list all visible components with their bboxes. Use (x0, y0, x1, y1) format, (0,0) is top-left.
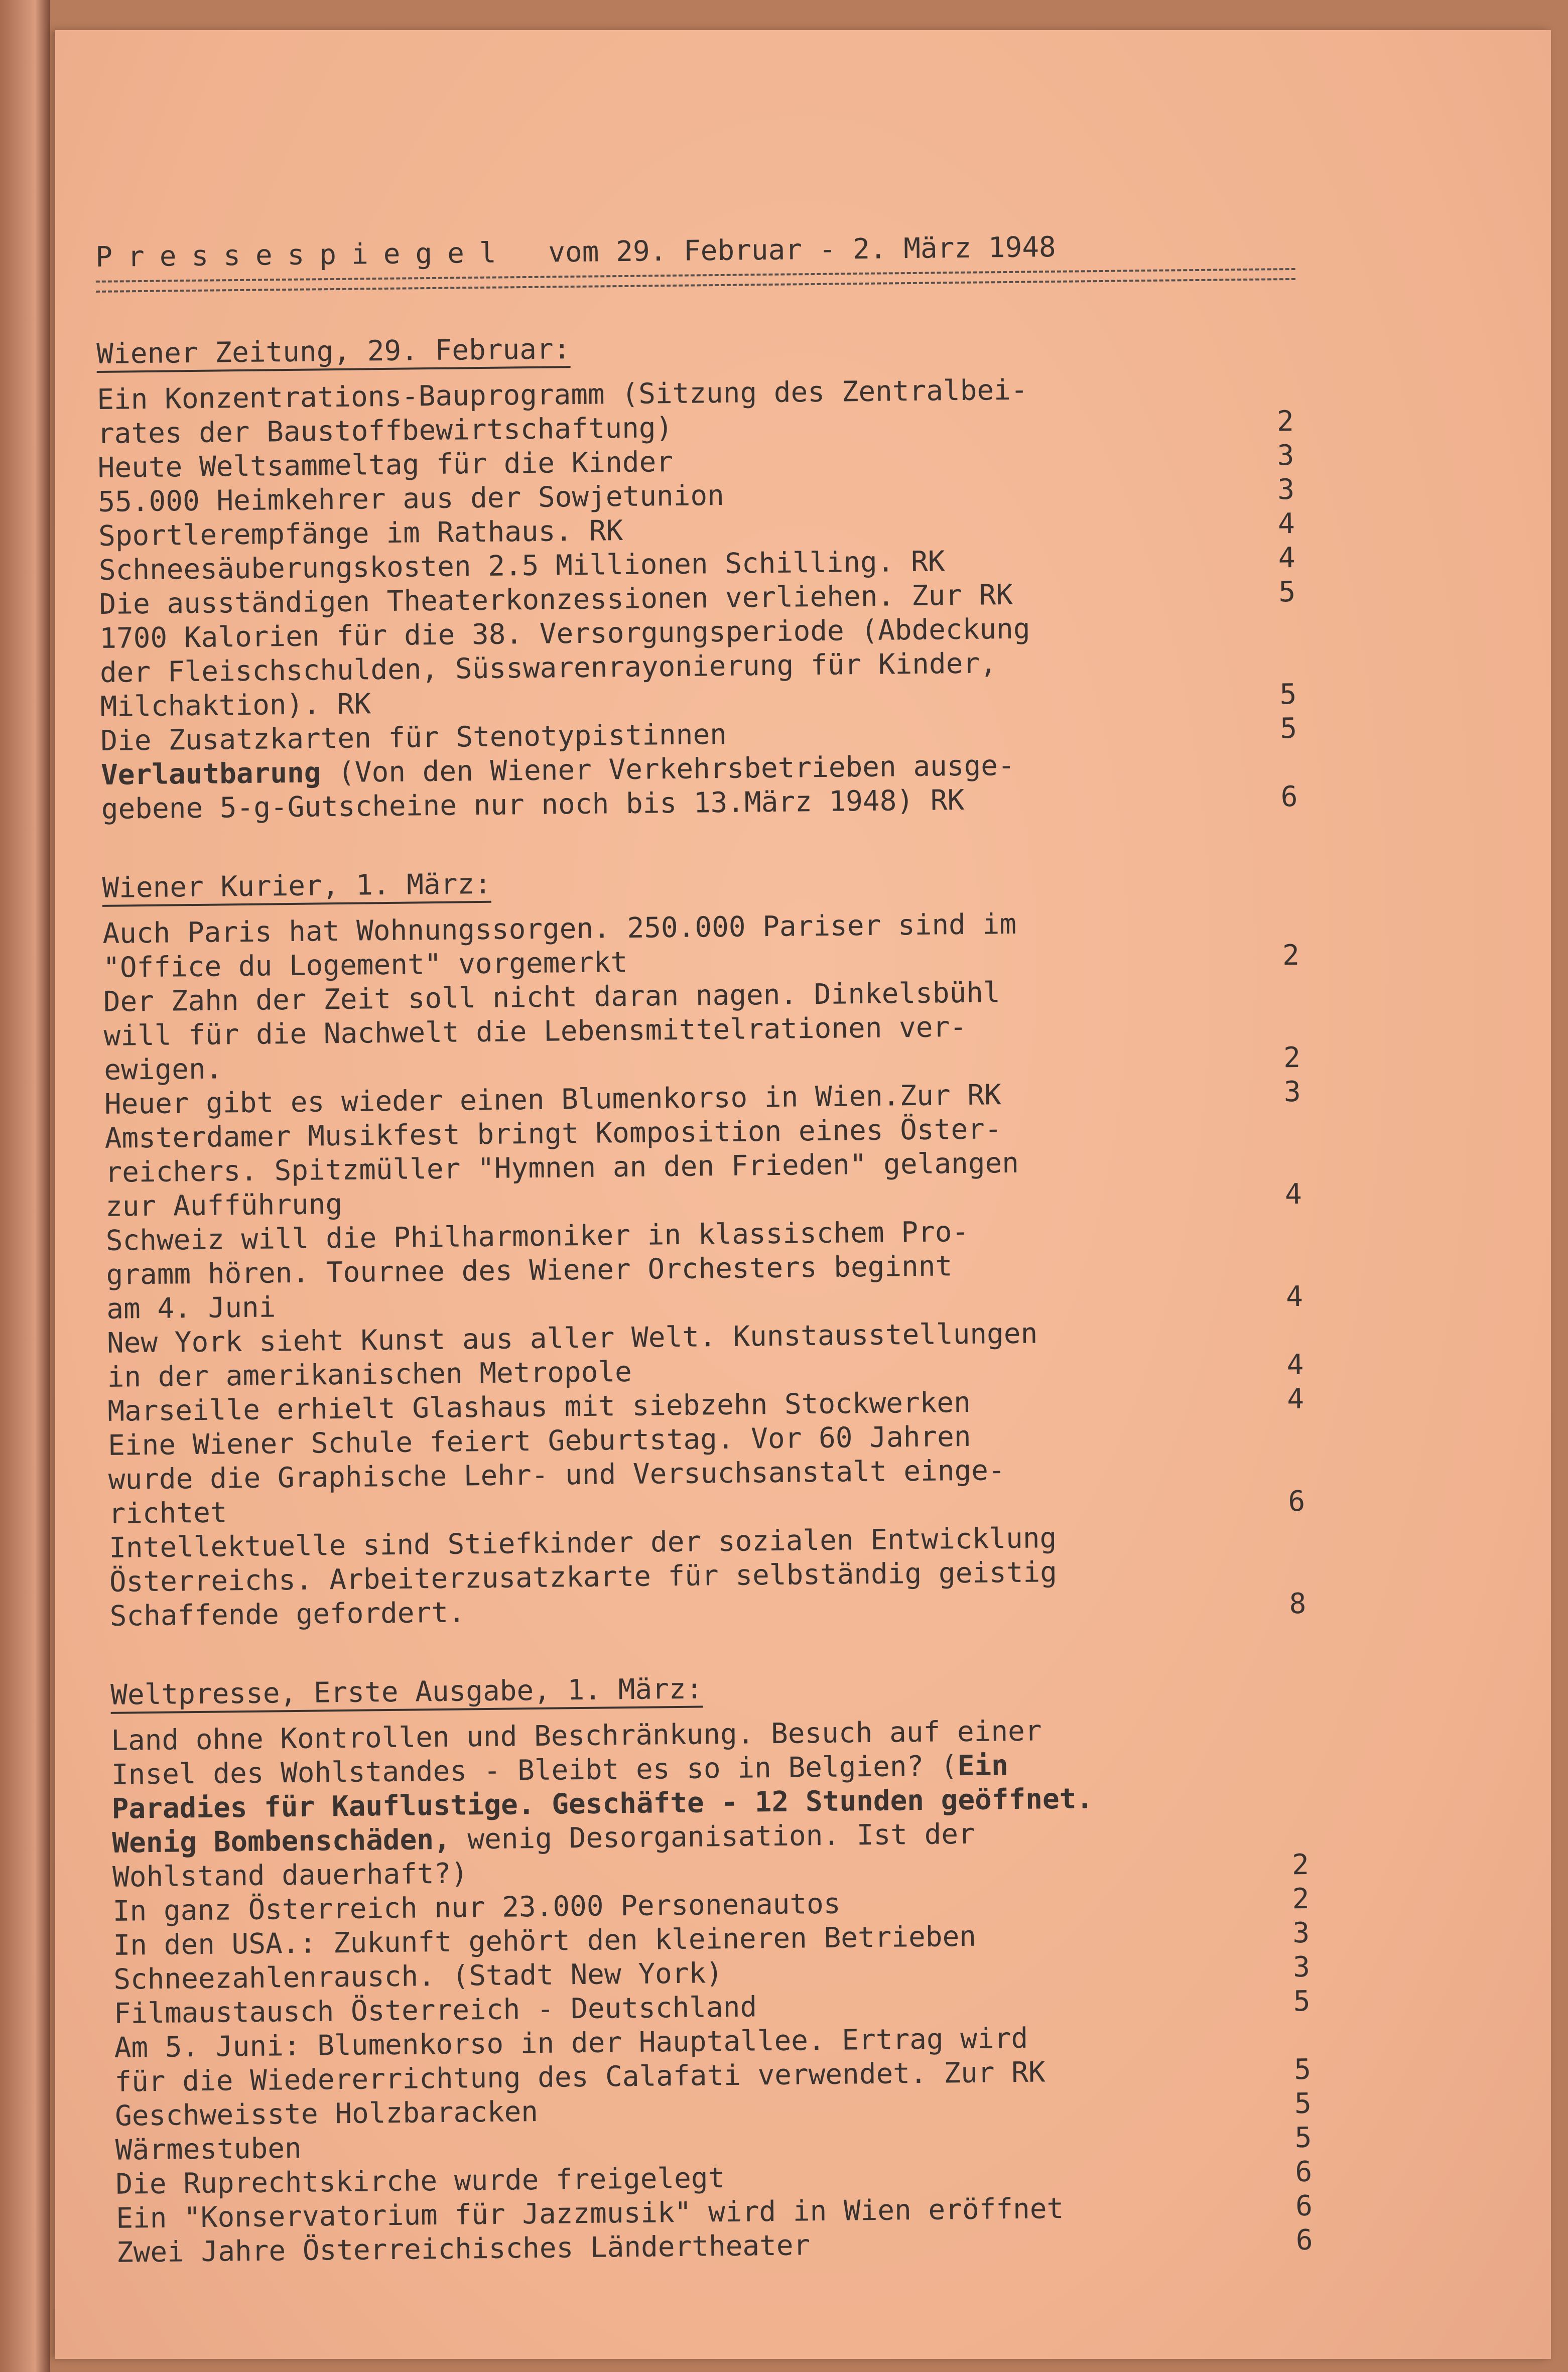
entry-text: Schweiz will die Philharmoniker in klassischem Pro- gramm hören. Tournee des Wiener Orchesters beginnt am 4. Juni (105, 1215, 969, 1326)
page-number: 3 (1292, 1916, 1310, 1950)
entry-text: In den USA.: Zukunft gehört den kleineren Betrieben (113, 1920, 977, 1962)
page-number: 3 (1292, 1950, 1311, 1984)
page-number: 4 (1284, 1177, 1302, 1211)
entry-text: 55.000 Heimkehrer aus der Sowjetunion (98, 479, 725, 518)
entry-text: 1700 Kalorien für die 38. Versorgungsperiode (Abdeckung der Fleischschulden, Süsswarenrayonierung für Kinder, Milchaktion). RK (99, 612, 1030, 723)
list-item (114, 2019, 1312, 2099)
entry-text: (Von den Wiener Verkehrsbetrieben ausge- gebene 5-g-Gutscheine nur noch bis 13.März 1948) RK (101, 749, 1015, 826)
entry-text: Sportlerempfänge im Rathaus. RK (98, 514, 623, 553)
entry-text: Amsterdamer Musikfest bringt Komposition eines Öster- reichers. Spitzmüller "Hymnen an den Frieden" gelangen zur Aufführung (104, 1113, 1019, 1223)
page-number: 5 (1278, 576, 1296, 609)
list-item (96, 371, 1294, 451)
page-number: 2 (1276, 405, 1294, 438)
header-double-rule (96, 268, 1295, 293)
page-number: 5 (1293, 2053, 1312, 2086)
list-item (102, 905, 1300, 985)
section-wiener-zeitung (96, 324, 1386, 827)
list-item (100, 746, 1298, 827)
page-number: 3 (1283, 1075, 1301, 1109)
list-item (107, 1417, 1305, 1531)
page-number: 3 (1277, 473, 1295, 506)
page-number: 2 (1291, 1848, 1310, 1882)
section-heading: Weltpresse, Erste Ausgabe, 1. März: (110, 1672, 703, 1714)
page-number: 5 (1293, 1985, 1311, 2018)
page-number: 5 (1294, 2121, 1312, 2155)
date-range: vom 29. Februar - 2. März 1948 (548, 230, 1057, 269)
page-number: 8 (1289, 1587, 1306, 1621)
entry-bold-text: Ein Paradies für Kauflustige. Geschäfte - 12 Stunden geöffnet. Wenig Bombenschäden, (111, 1749, 1094, 1860)
section-weltpresse (110, 1665, 1401, 2270)
entry-text: Ein "Konservatorium für Jazzmusik" wird in Wien eröffnet (115, 2192, 1064, 2235)
page-number: 6 (1280, 780, 1298, 814)
entry-text: New York sieht Kunst aus aller Welt. Kunstausstellungen in der amerikanischen Metropole (106, 1317, 1038, 1394)
entry-text: Eine Wiener Schule feiert Geburtstag. Vor 60 Jahren wurde die Graphische Lehr- und Versuchsanstalt einge- richtet (107, 1420, 1005, 1530)
entry-text: Ein Konzentrations-Bauprogramm (Sitzung des Zentralbei- rates der Baustoffbewirtschaftung) (96, 373, 1028, 450)
entry-text: Intellektuelle sind Stiefkinder der sozialen Entwicklung Österreichs. Arbeiterzusatzkarte für selbständig geistig Schaffende gefordert. (108, 1522, 1058, 1633)
page-number: 2 (1292, 1882, 1310, 1916)
page-number: 5 (1279, 712, 1297, 745)
page-number: 4 (1278, 542, 1295, 575)
list-item (110, 1712, 1310, 1895)
entry-text: Marseille erhielt Glashaus mit siebzehn Stockwerken (107, 1386, 971, 1428)
document-title: Pressespiegel (95, 236, 511, 274)
entry-text: Die ausständigen Theaterkonzessionen verliehen. Zur RK (99, 578, 1013, 621)
page-number: 6 (1295, 2155, 1313, 2189)
list-item (103, 973, 1301, 1088)
paper-sheet (55, 30, 1551, 2359)
entry-text: Filmaustausch Österreich - Deutschland (113, 1991, 757, 2030)
list-item (108, 1519, 1306, 1634)
entry-text: wenig Desorganisation. Ist der Wohlstand dauerhaft?) (112, 1817, 976, 1894)
entry-text: Heuer gibt es wieder einen Blumenkorso in Wien.Zur RK (104, 1079, 1002, 1121)
page-number: 2 (1282, 939, 1300, 972)
entry-bold-text: Verlautbarung (100, 756, 321, 792)
entry-text: Geschweisste Holzbaracken (114, 2095, 539, 2133)
page-number: 6 (1295, 2223, 1313, 2257)
list-item (99, 610, 1297, 724)
page-number: 2 (1283, 1041, 1301, 1075)
list-item (105, 1212, 1303, 1327)
entry-text: Schneezahlenrausch. (Stadt New York) (113, 1957, 723, 1996)
entry-text: Zwei Jahre Österreichisches Ländertheater (116, 2229, 811, 2269)
list-item (106, 1314, 1304, 1395)
entry-text: Heute Weltsammeltag für die Kinder (97, 445, 674, 484)
page-number: 4 (1285, 1280, 1303, 1313)
entry-text: Schneesäuberungskosten 2.5 Millionen Schilling. RK (98, 545, 945, 587)
adjacent-page-edge (0, 0, 50, 2372)
entry-text: Wärmestuben (115, 2132, 302, 2167)
list-item (104, 1110, 1302, 1224)
page-number: 3 (1277, 439, 1294, 472)
page-number: 4 (1286, 1382, 1304, 1416)
page-number: 6 (1288, 1485, 1305, 1518)
entry-text: Land ohne Kontrollen und Beschränkung. Besuch auf einer Insel des Wohlstandes - Bleibt es so in Belgien? ( (110, 1715, 1042, 1791)
section-heading: Wiener Zeitung, 29. Februar: (96, 333, 571, 373)
entry-text: Am 5. Juni: Blumenkorso in der Hauptallee. Ertrag wird für die Wiedererrichtung des Calafati verwendet. Zur RK (114, 2022, 1046, 2098)
document-header (95, 227, 1381, 274)
document-content (95, 227, 1401, 2270)
page-number: 4 (1277, 507, 1295, 541)
page-number: 6 (1295, 2189, 1313, 2223)
entry-text: Der Zahn der Zeit soll nicht daran nagen. Dinkelsbühl will für die Nachwelt die Lebensmittelrationen ver- ewigen. (103, 976, 1001, 1087)
page-number: 5 (1294, 2087, 1312, 2121)
section-heading: Wiener Kurier, 1. März: (102, 868, 491, 907)
entry-text: Die Ruprechtskirche wurde freigelegt (115, 2162, 725, 2201)
page-number: 4 (1286, 1348, 1304, 1382)
entry-text: Auch Paris hat Wohnungssorgen. 250.000 Pariser sind im "Office du Logement" vorgemerkt (102, 907, 1017, 984)
entry-text: In ganz Österreich nur 23.000 Personenautos (112, 1887, 841, 1928)
section-wiener-kurier (102, 858, 1395, 1634)
page-number: 5 (1279, 678, 1297, 711)
entry-text: Die Zusatzkarten für Stenotypistinnen (100, 718, 727, 757)
